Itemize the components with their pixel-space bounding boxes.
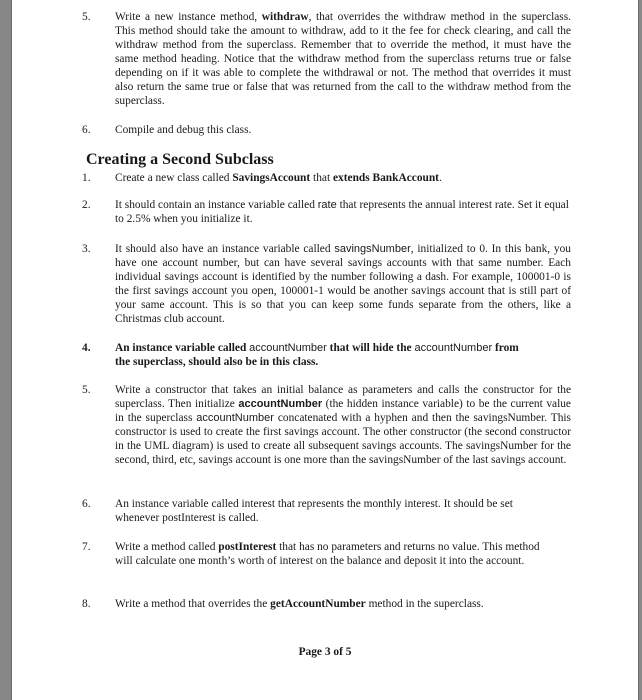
code-term: accountNumber — [249, 342, 327, 354]
item-number: 6. — [82, 498, 91, 510]
code-term: accountNumber — [238, 398, 323, 410]
item-number: 8. — [82, 598, 91, 610]
item-text: An instance variable called accountNumber that will hide the accountNumber from the superclass, should also be in this class. — [115, 342, 519, 368]
item-number: 1. — [82, 172, 91, 184]
section-heading: Creating a Second Subclass — [86, 151, 274, 168]
item-text: Write a constructor that takes an initial balance as parameters and calls the constructor for the superclass. Then initialize accountNumber (the hidden instance variable) to be the current value in the superclass accountNumber concatenated with a hyphen and then the savingsNumber. This constructor is used to create the first savings account. The other constructor (the second constructor in the UML diagram) is used to create all subsequent savings accounts. The savingsNumber for the second, third, etc, savings account is one more than the savingsNumber of the last savings account. — [115, 384, 571, 466]
item-number: 2. — [82, 199, 91, 211]
viewer-right-frame — [638, 0, 642, 700]
viewer-left-frame — [0, 0, 12, 700]
item-number: 5. — [82, 11, 91, 23]
item-number: 5. — [82, 384, 91, 396]
code-term: rate — [317, 199, 337, 211]
code-term: accountNumber — [196, 412, 274, 424]
code-term: postInterest — [218, 541, 277, 553]
item-number: 7. — [82, 541, 91, 553]
code-term: savingsNumber — [334, 243, 411, 255]
item-text: It should also have an instance variable called savingsNumber, initialized to 0. In this bank, you have one account number, but can have several savings accounts with that same number. Each individual savings account is identified by the number following a dash. For example, 100001-0 is the first savings account you open, 100001-1 would be another savings account that is still part of your same account. This is so that you can keep some funds separate from the others, like a Christmas club account. — [115, 243, 571, 325]
item-text: Create a new class called SavingsAccount that extends BankAccount. — [115, 172, 442, 184]
code-term: getAccountNumber — [270, 598, 366, 610]
item-text: Compile and debug this class. — [115, 124, 252, 136]
item-text: An instance variable called interest that represents the monthly interest. It should be set whenever postInterest is called. — [115, 498, 513, 524]
item-number: 3. — [82, 243, 91, 255]
code-term: extends BankAccount — [332, 172, 439, 184]
code-term: withdraw — [261, 11, 309, 23]
code-term: SavingsAccount — [232, 172, 311, 184]
item-text: Write a method called postInterest that has no parameters and returns no value. This method will calculate one month’s worth of interest on the balance and deposit it into the account. — [115, 541, 540, 567]
item-number: 4. — [82, 342, 91, 354]
item-number: 6. — [82, 124, 91, 136]
item-text: Write a method that overrides the getAccountNumber method in the superclass. — [115, 598, 484, 610]
document-page — [12, 0, 638, 700]
page-number-footer: Page 3 of 5 — [298, 646, 352, 658]
item-text: It should contain an instance variable called rate that represents the annual interest rate. Set it equal to 2.5% when you initialize it. — [115, 199, 569, 225]
code-term: accountNumber — [414, 342, 493, 354]
item-text: Write a new instance method, withdraw, that overrides the withdraw method in the superclass. This method should take the amount to withdraw, add to it the fee for check clearing, and call the withdraw method from the superclass. Remember that to override the method, it must have the same method heading. Notice that the withdraw method from the superclass returns true or false depending on if it was able to complete the withdrawal or not. The method that overrides it must also return the same true or false that was returned from the call to the withdraw method from the superclass. — [115, 11, 572, 107]
